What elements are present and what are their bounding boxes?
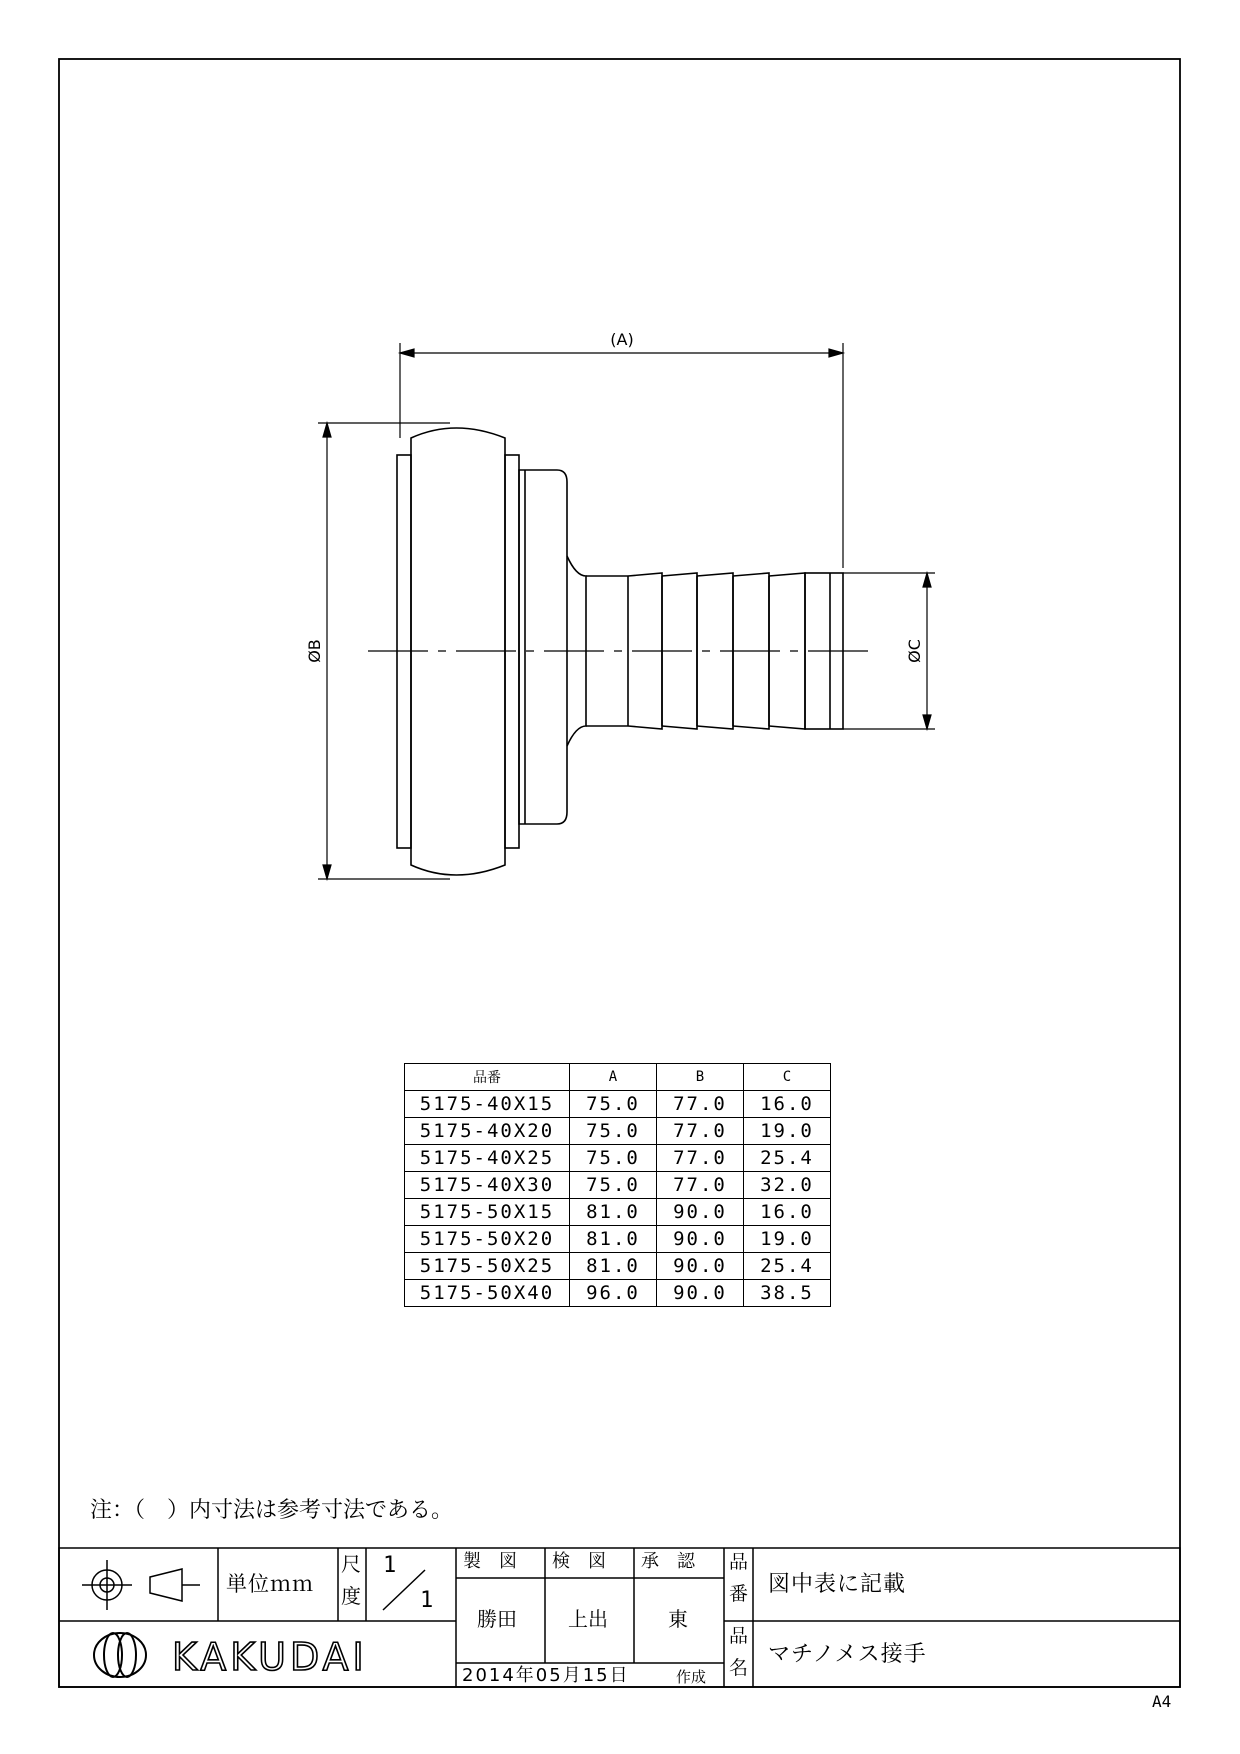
- cell-c: 38.5: [744, 1280, 831, 1307]
- header-a: A: [570, 1064, 657, 1091]
- checked-by: 上出: [568, 1607, 608, 1631]
- table-row: [405, 1118, 831, 1145]
- cell-b: 90.0: [657, 1253, 744, 1280]
- part-number-label-1: 品: [729, 1551, 749, 1573]
- col-approved-label: 承 認: [641, 1551, 695, 1572]
- cell-c: 16.0: [744, 1091, 831, 1118]
- kakudai-logo-text: KAKUDAI: [172, 1635, 368, 1679]
- cell-part-number: 5175-40X20: [405, 1118, 570, 1145]
- scale-numerator: 1: [383, 1553, 397, 1578]
- cell-part-number: 5175-40X25: [405, 1145, 570, 1172]
- created-label: 作成: [676, 1668, 707, 1686]
- part-name-label-2: 名: [729, 1657, 749, 1679]
- cell-c: 16.0: [744, 1199, 831, 1226]
- table-header-row: [405, 1064, 831, 1091]
- part-number-label-2: 番: [729, 1583, 749, 1605]
- table-row: [405, 1280, 831, 1307]
- cell-a: 81.0: [570, 1199, 657, 1226]
- header-b: B: [657, 1064, 744, 1091]
- header-part-number: 品番: [405, 1064, 570, 1091]
- cell-c: 19.0: [744, 1118, 831, 1145]
- kakudai-logo-mark: [94, 1633, 146, 1677]
- part-number-value: 図中表に記載: [768, 1572, 907, 1597]
- cell-b: 77.0: [657, 1118, 744, 1145]
- dimension-a-label: (A): [610, 330, 634, 349]
- cell-a: 81.0: [570, 1226, 657, 1253]
- cell-b: 90.0: [657, 1280, 744, 1307]
- cell-part-number: 5175-50X40: [405, 1280, 570, 1307]
- created-date: 2014年05月15日: [462, 1665, 630, 1686]
- sheet-border: [59, 59, 1180, 1687]
- col-drawn-label: 製 図: [463, 1551, 517, 1572]
- cell-b: 77.0: [657, 1091, 744, 1118]
- cell-b: 90.0: [657, 1226, 744, 1253]
- cell-c: 19.0: [744, 1226, 831, 1253]
- table-row: [405, 1253, 831, 1280]
- cell-part-number: 5175-50X15: [405, 1199, 570, 1226]
- cell-c: 32.0: [744, 1172, 831, 1199]
- cell-b: 77.0: [657, 1145, 744, 1172]
- dimension-c-label: ØC: [905, 639, 924, 663]
- cell-part-number: 5175-40X30: [405, 1172, 570, 1199]
- cell-a: 81.0: [570, 1253, 657, 1280]
- drawn-by: 勝田: [477, 1607, 517, 1631]
- cell-a: 75.0: [570, 1145, 657, 1172]
- part-name-value: マチノメス接手: [768, 1642, 927, 1667]
- dimension-b-label: ØB: [305, 639, 324, 663]
- dimension-table: [404, 1063, 831, 1307]
- table-row: [405, 1091, 831, 1118]
- cell-a: 75.0: [570, 1118, 657, 1145]
- cell-a: 96.0: [570, 1280, 657, 1307]
- table-row: [405, 1226, 831, 1253]
- table-row: [405, 1145, 831, 1172]
- scale-label-2: 度: [341, 1584, 361, 1608]
- cell-c: 25.4: [744, 1253, 831, 1280]
- cell-c: 25.4: [744, 1145, 831, 1172]
- note-text: 注：（ ）内寸法は参考寸法である。: [90, 1498, 454, 1523]
- dimension-a: [400, 343, 843, 568]
- part-name-label-1: 品: [729, 1625, 749, 1647]
- sheet-size-label: A4: [1152, 1692, 1172, 1711]
- third-angle-projection-symbol: [82, 1560, 200, 1610]
- cell-a: 75.0: [570, 1091, 657, 1118]
- table-row: [405, 1199, 831, 1226]
- cell-part-number: 5175-40X15: [405, 1091, 570, 1118]
- table-row: [405, 1172, 831, 1199]
- approved-by: 東: [668, 1607, 688, 1631]
- scale-denominator: 1: [420, 1588, 434, 1613]
- scale-label-1: 尺: [341, 1552, 361, 1576]
- unit-label: 単位ｍｍ: [226, 1572, 314, 1596]
- col-checked-label: 検 図: [552, 1551, 606, 1572]
- header-c: C: [744, 1064, 831, 1091]
- cell-b: 77.0: [657, 1172, 744, 1199]
- cell-b: 90.0: [657, 1199, 744, 1226]
- cell-part-number: 5175-50X20: [405, 1226, 570, 1253]
- cell-a: 75.0: [570, 1172, 657, 1199]
- cell-part-number: 5175-50X25: [405, 1253, 570, 1280]
